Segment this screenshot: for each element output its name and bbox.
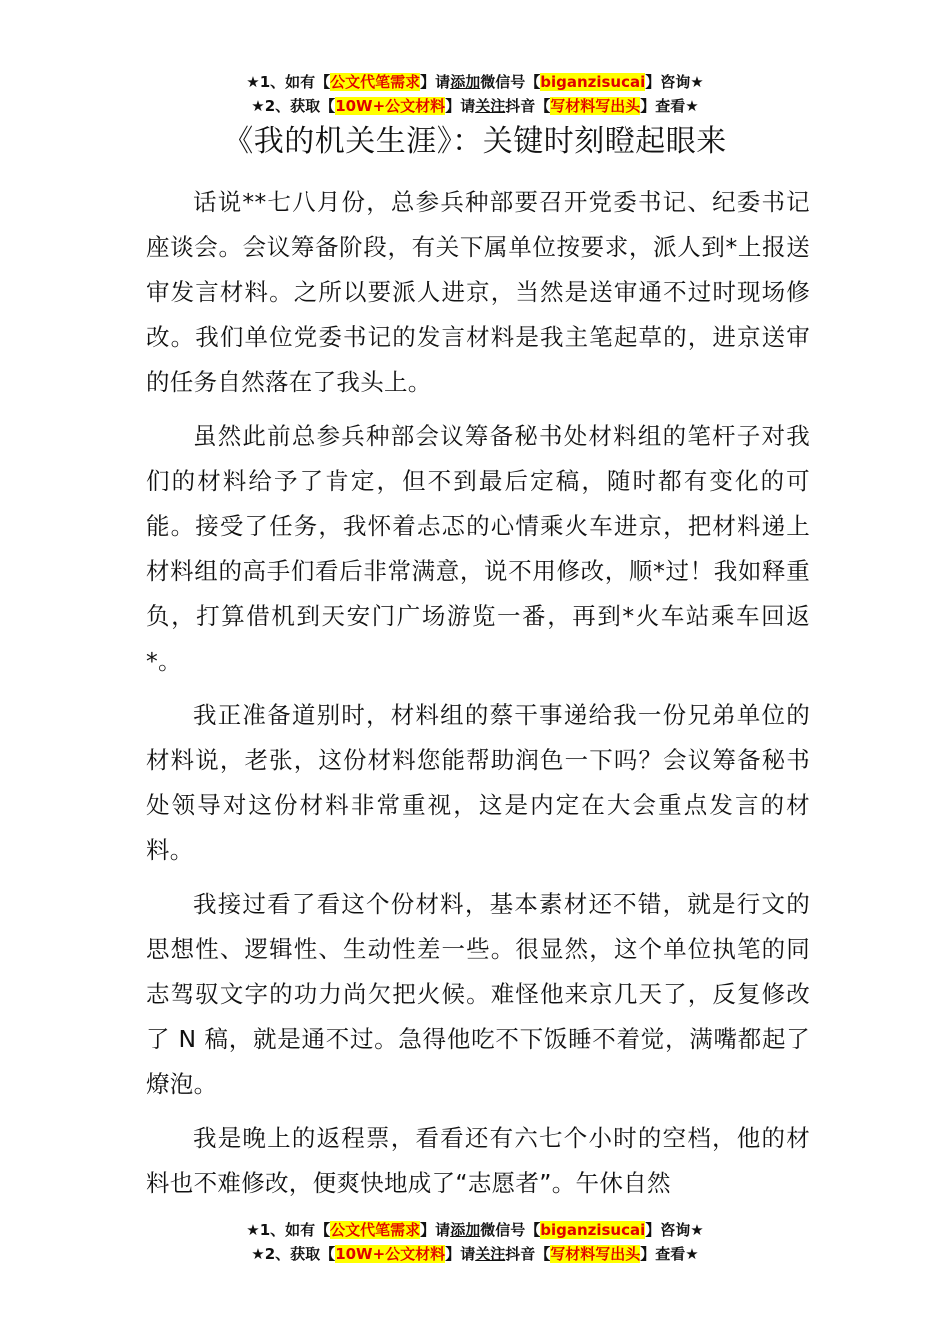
promo-highlight-wechat-id: biganzisucai (540, 1221, 646, 1239)
promo-text: 】查看★ (640, 1245, 699, 1263)
promo-highlight-materials: 10W+公文材料 (335, 1245, 446, 1263)
promo-underlined-text: 关注 (475, 1245, 506, 1263)
promo-underlined-text: 添加 (450, 1221, 481, 1239)
promo-footer (0, 1218, 950, 1266)
promo-underlined-text: 添加 (450, 73, 481, 91)
promo-text: ★1、如有【 (246, 1221, 331, 1239)
promo-highlight-douyin: 写材料写出头 (550, 1245, 641, 1263)
document-title: 《我的机关生涯》：关键时刻瞪起眼来 (223, 124, 727, 159)
promo-text: 】请 (420, 1221, 451, 1239)
promo-highlight-douyin: 写材料写出头 (550, 97, 641, 115)
promo-line-1 (0, 1218, 950, 1242)
promo-text: 微信号【 (480, 73, 541, 91)
promo-underlined-text: 关注 (475, 97, 506, 115)
promo-text: 抖音【 (505, 1245, 551, 1263)
promo-highlight-service: 公文代笔需求 (330, 73, 421, 91)
promo-text: 】请 (445, 97, 476, 115)
paragraph: 我是晚上的返程票，看看还有六七个小时的空档，他的材料也不难修改，便爽快地成了“志愿者”。午休自然 (146, 1124, 810, 1197)
promo-text: 微信号【 (480, 1221, 541, 1239)
promo-text: ★2、获取【 (251, 97, 336, 115)
promo-highlight-materials: 10W+公文材料 (335, 97, 446, 115)
promo-text: ★1、如有【 (246, 73, 331, 91)
promo-highlight-service: 公文代笔需求 (330, 1221, 421, 1239)
promo-text: 】查看★ (640, 97, 699, 115)
paragraph: 我接过看了看这个份材料，基本素材还不错，就是行文的思想性、逻辑性、生动性差一些。很显然，这个单位执笔的同志驾驭文字的功力尚欠把火候。难怪他来京几天了，反复修改了 N 稿，就是通不过。急得他吃不下饭睡不着觉，满嘴都起了燎泡。 (146, 890, 810, 1098)
promo-line-2 (0, 94, 950, 118)
promo-line-2 (0, 1242, 950, 1266)
promo-text: 】咨询★ (645, 1221, 704, 1239)
promo-text: 抖音【 (505, 97, 551, 115)
paragraph: 虽然此前总参兵种部会议筹备秘书处材料组的笔杆子对我们的材料给予了肯定，但不到最后定稿，随时都有变化的可能。接受了任务，我怀着忐忑的心情乘火车进京，把材料递上材料组的高手们看后非常满意，说不用修改，顺*过！我如释重负，打算借机到天安门广场游览一番，再到*火车站乘车回返*。 (146, 422, 810, 675)
promo-text: 】咨询★ (645, 73, 704, 91)
promo-header (0, 70, 950, 118)
promo-text: 】请 (420, 73, 451, 91)
promo-text: 】请 (445, 1245, 476, 1263)
paragraph: 话说**七八月份，总参兵种部要召开党委书记、纪委书记座谈会。会议筹备阶段，有关下属单位按要求，派人到*上报送审发言材料。之所以要派人进京，当然是送审通不过时现场修改。我们单位党委书记的发言材料是我主笔起草的，进京送审的任务自然落在了我头上。 (146, 188, 810, 396)
promo-line-1 (0, 70, 950, 94)
promo-text: ★2、获取【 (251, 1245, 336, 1263)
promo-highlight-wechat-id: biganzisucai (540, 73, 646, 91)
document-body (146, 180, 810, 1215)
paragraph: 我正准备道别时，材料组的蔡干事递给我一份兄弟单位的材料说，老张，这份材料您能帮助润色一下吗？会议筹备秘书处领导对这份材料非常重视，这是内定在大会重点发言的材料。 (146, 701, 810, 864)
